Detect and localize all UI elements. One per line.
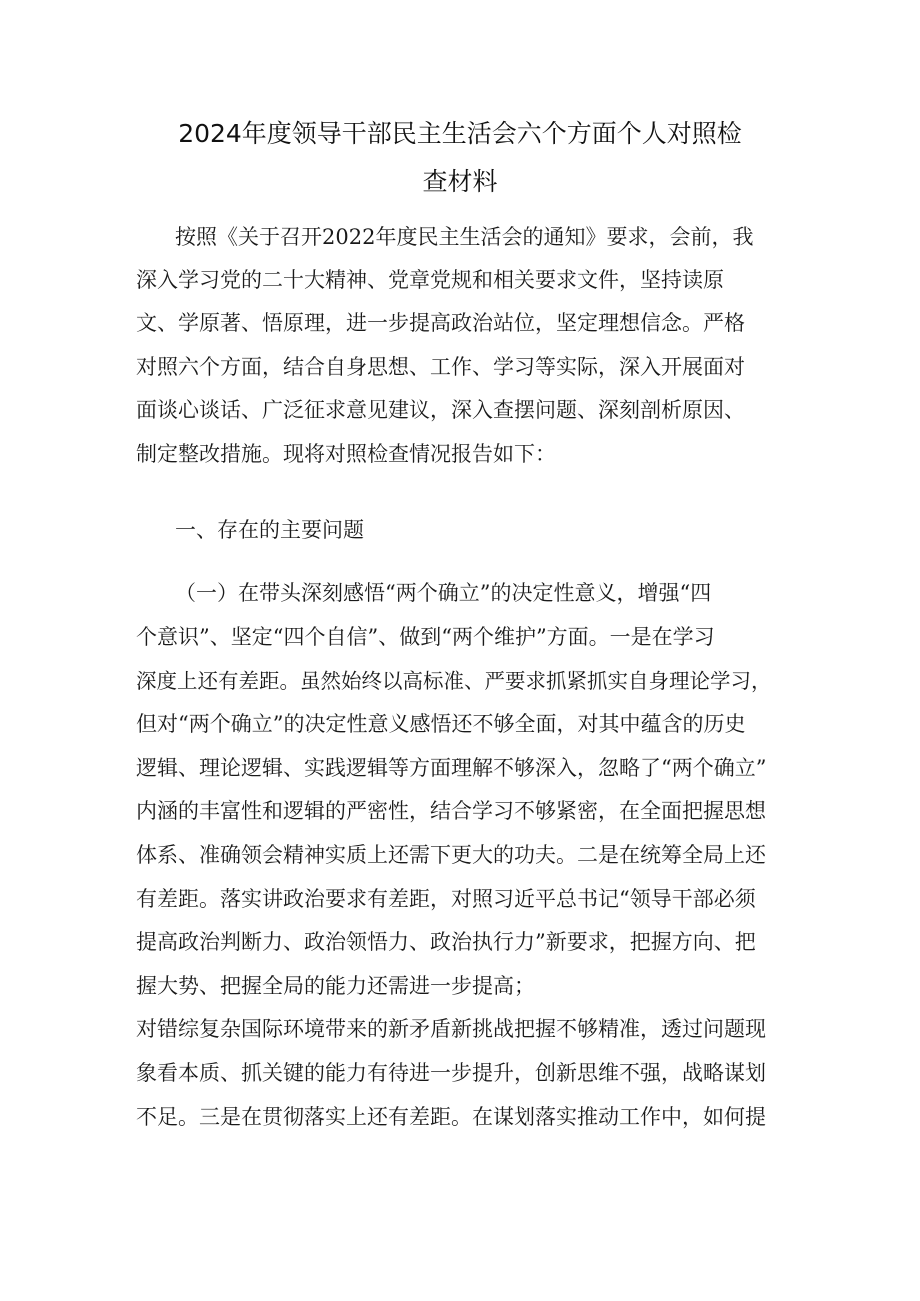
- body-line: 逻辑、理论逻辑、实践逻辑等方面理解不够深入，忽略了“两个确立”: [136, 756, 767, 780]
- body-line: 象看本质、抓关键的能力有待进一步提升，创新思维不强，战略谋划: [136, 1061, 766, 1085]
- document-title-line-2: 查材料: [422, 167, 498, 196]
- body-line: 内涵的丰富性和逻辑的严密性，结合学习不够紧密，在全面把握思想: [136, 799, 766, 823]
- body-line: 制定整改措施。现将对照检查情况报告如下：: [136, 442, 556, 466]
- body-line: 对错综复杂国际环境带来的新矛盾新挑战把握不够精准，透过问题现: [136, 1017, 766, 1041]
- body-line: 不足。三是在贯彻落实上还有差距。在谋划落实推动工作中，如何提: [136, 1105, 766, 1129]
- section-heading: 一、存在的主要问题: [175, 518, 364, 542]
- body-line: 深入学习党的二十大精神、党章党规和相关要求文件，坚持读原: [136, 268, 724, 292]
- body-line: 握大势、把握全局的能力还需进一步提高；: [136, 974, 535, 998]
- body-line: 但对“两个确立”的决定性意义感悟还不够全面，对其中蕴含的历史: [136, 712, 746, 736]
- body-line: 深度上还有差距。虽然始终以高标准、严要求抓紧抓实自身理论学习，: [136, 669, 772, 693]
- body-line: 按照《关于召开2022年度民主生活会的通知》要求，会前，我: [175, 225, 754, 249]
- body-line: 对照六个方面，结合自身思想、工作、学习等实际，深入开展面对: [136, 355, 745, 379]
- body-line: 体系、准确领会精神实质上还需下更大的功夫。二是在统筹全局上还: [136, 843, 766, 867]
- document-title-line-1: 2024年度领导干部民主生活会六个方面个人对照检: [178, 119, 742, 148]
- body-line: 个意识”、坚定“四个自信”、做到“两个维护”方面。一是在学习: [136, 625, 715, 649]
- body-line: （一）在带头深刻感悟“两个确立”的决定性意义，增强“四: [175, 581, 712, 605]
- body-line: 提高政治判断力、政治领悟力、政治执行力”新要求，把握方向、把: [136, 930, 756, 954]
- body-line: 面谈心谈话、广泛征求意见建议，深入查摆问题、深刻剖析原因、: [136, 398, 745, 422]
- body-line: 文、学原著、悟原理，进一步提高政治站位，坚定理想信念。严格: [136, 311, 745, 335]
- body-line: 有差距。落实讲政治要求有差距，对照习近平总书记“领导干部必须: [136, 887, 756, 911]
